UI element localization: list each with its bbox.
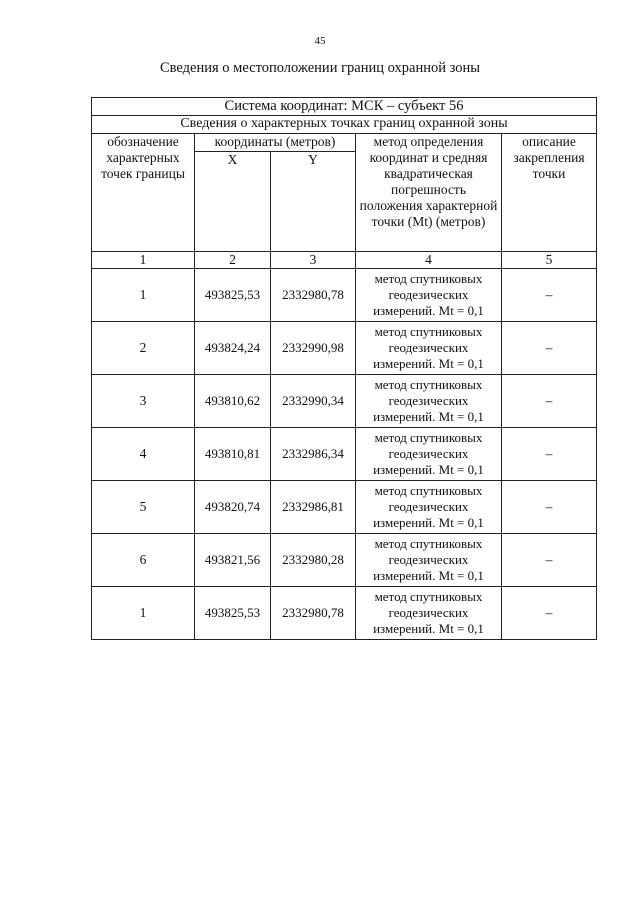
header-method: метод определения координат и средняя квадратическая погрешность положения характерной точки (Mt) (метров) — [356, 134, 502, 252]
table-row — [92, 428, 597, 481]
coord-x-cell: 493820,74 — [195, 481, 271, 534]
method-cell: метод спутниковых геодезических измерений. Mt = 0,1 — [356, 534, 502, 587]
page-number: 45 — [314, 35, 326, 47]
coord-x-cell: 493810,81 — [195, 428, 271, 481]
header-description: описание закрепления точки — [502, 134, 597, 252]
coord-y-cell: 2332980,78 — [271, 587, 356, 640]
point-id-cell: 1 — [92, 587, 195, 640]
method-cell: метод спутниковых геодезических измерений. Mt = 0,1 — [356, 322, 502, 375]
coord-y-cell: 2332980,78 — [271, 269, 356, 322]
description-cell: – — [502, 481, 597, 534]
table-subtitle: Сведения о характерных точках границ охранной зоны — [92, 116, 597, 134]
coord-y-cell: 2332990,34 — [271, 375, 356, 428]
table-row — [92, 534, 597, 587]
table-row — [92, 375, 597, 428]
coord-x-cell: 493825,53 — [195, 587, 271, 640]
coord-y-cell: 2332980,28 — [271, 534, 356, 587]
point-id-cell: 3 — [92, 375, 195, 428]
method-cell: метод спутниковых геодезических измерений. Mt = 0,1 — [356, 269, 502, 322]
coord-y-cell: 2332986,34 — [271, 428, 356, 481]
coord-x-cell: 493825,53 — [195, 269, 271, 322]
method-cell: метод спутниковых геодезических измерений. Mt = 0,1 — [356, 587, 502, 640]
point-id-cell: 4 — [92, 428, 195, 481]
column-number: 3 — [271, 252, 356, 269]
column-number: 5 — [502, 252, 597, 269]
method-cell: метод спутниковых геодезических измерений. Mt = 0,1 — [356, 375, 502, 428]
description-cell: – — [502, 269, 597, 322]
description-cell: – — [502, 428, 597, 481]
table-row — [92, 269, 597, 322]
point-id-cell: 1 — [92, 269, 195, 322]
description-cell: – — [502, 587, 597, 640]
coord-y-cell: 2332990,98 — [271, 322, 356, 375]
header-coordinates: координаты (метров) — [195, 134, 356, 152]
column-number: 2 — [195, 252, 271, 269]
point-id-cell: 6 — [92, 534, 195, 587]
description-cell: – — [502, 375, 597, 428]
method-cell: метод спутниковых геодезических измерений. Mt = 0,1 — [356, 481, 502, 534]
method-cell: метод спутниковых геодезических измерений. Mt = 0,1 — [356, 428, 502, 481]
coordinate-system-title: Система координат: МСК – субъект 56 — [92, 98, 597, 116]
table-row — [92, 322, 597, 375]
document-title: Сведения о местоположении границ охранной зоны — [159, 60, 480, 76]
coord-y-cell: 2332986,81 — [271, 481, 356, 534]
coord-x-cell: 493821,56 — [195, 534, 271, 587]
boundary-points-table — [91, 97, 597, 640]
point-id-cell: 2 — [92, 322, 195, 375]
description-cell: – — [502, 534, 597, 587]
column-number: 4 — [356, 252, 502, 269]
description-cell: – — [502, 322, 597, 375]
column-number: 1 — [92, 252, 195, 269]
header-point-label: обозначение характерных точек границы — [92, 134, 195, 252]
coord-x-cell: 493824,24 — [195, 322, 271, 375]
table-row — [92, 481, 597, 534]
header-y: Y — [271, 152, 356, 252]
coord-x-cell: 493810,62 — [195, 375, 271, 428]
table-row — [92, 587, 597, 640]
header-x: X — [195, 152, 271, 252]
point-id-cell: 5 — [92, 481, 195, 534]
column-number-row — [92, 252, 597, 269]
